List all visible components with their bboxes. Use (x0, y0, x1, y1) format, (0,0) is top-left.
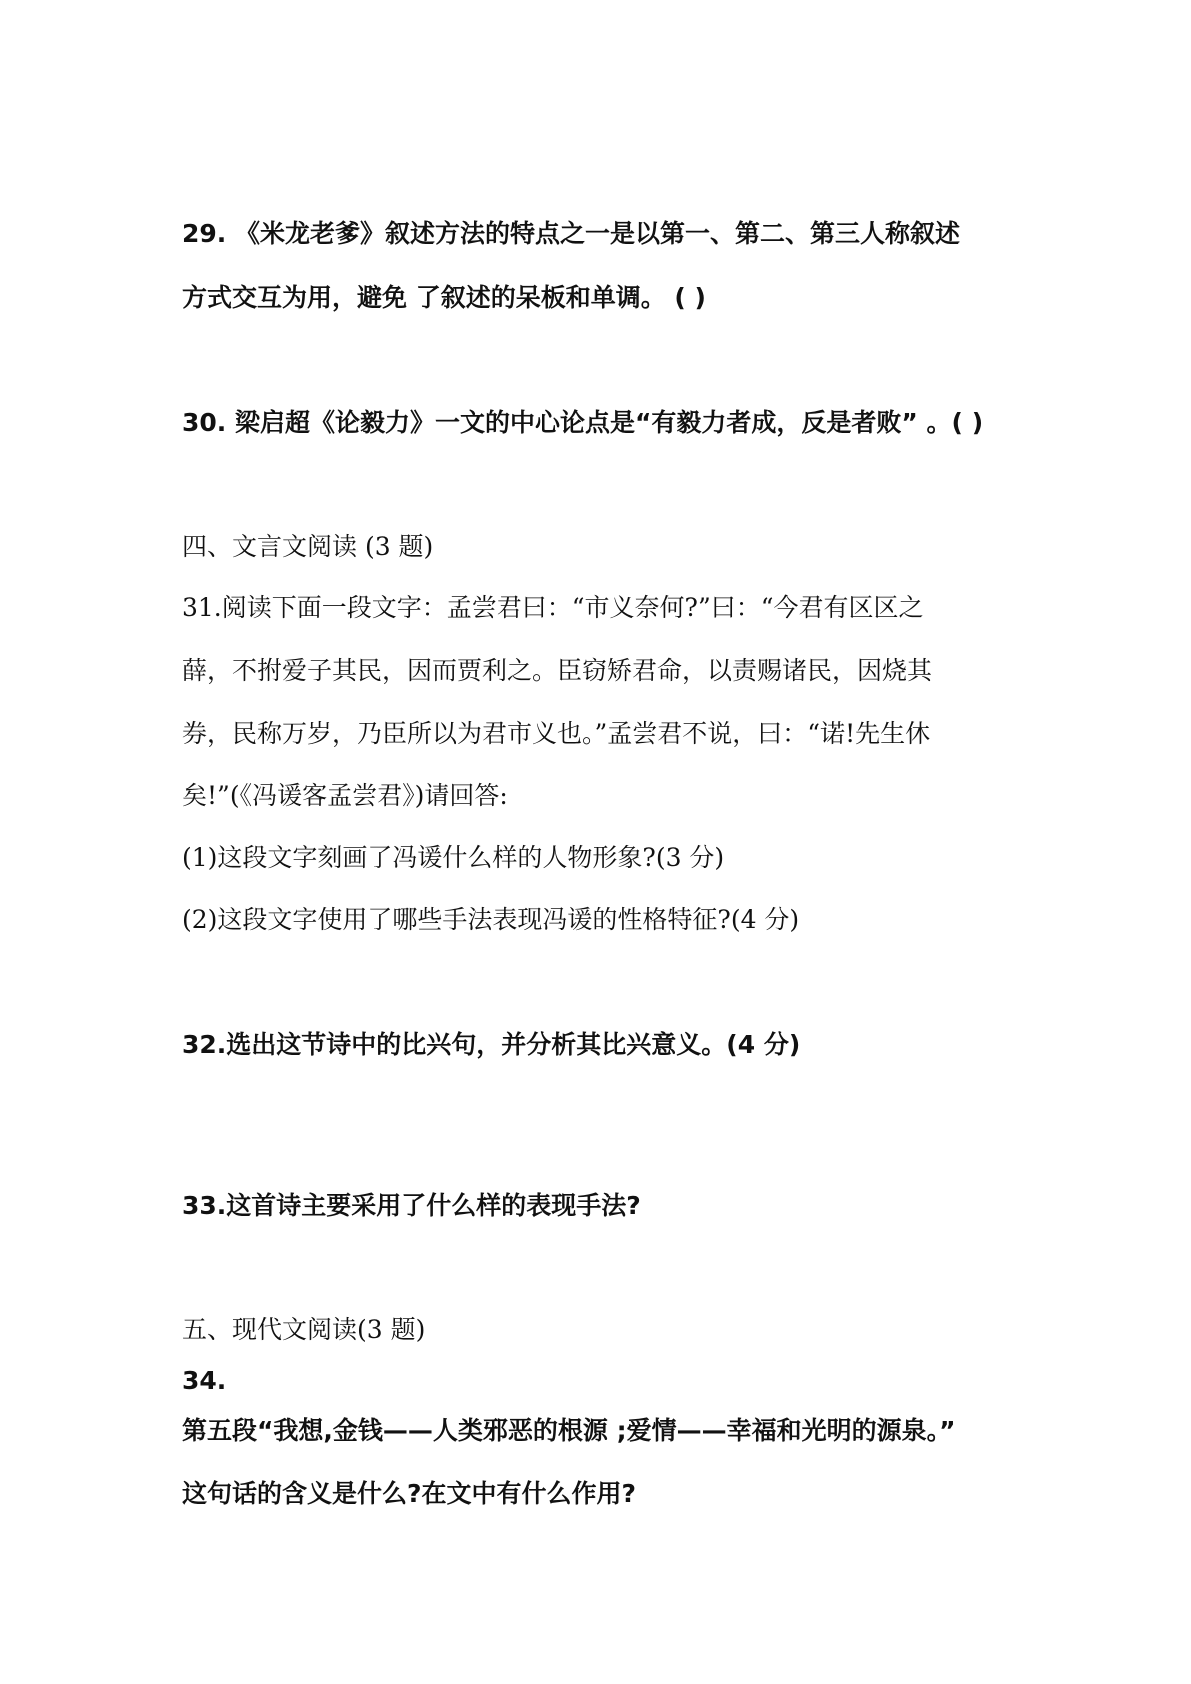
question-31-line-3: 券，民称万岁，乃臣所以为君市义也。”孟尝君不说，曰：“诺!先生休 (182, 719, 931, 748)
question-31-subquestion-2: (2)这段文字使用了哪些手法表现冯谖的性格特征?(4 分) (182, 905, 800, 934)
question-31-line-2: 薛，不拊爱子其民，因而贾利之。臣窃矫君命，以责赐诸民，因烧其 (182, 656, 933, 685)
question-29-line-1: 29. 《米龙老爹》叙述方法的特点之一是以第一、第二、第三人称叙述 (182, 219, 960, 248)
question-34-line-2: 这句话的含义是什么?在文中有什么作用? (182, 1479, 637, 1508)
question-29-line-2: 方式交互为用，避免 了叙述的呆板和单调。 ( ) (182, 283, 706, 312)
question-30: 30. 梁启超《论毅力》一文的中心论点是“有毅力者成，反是者败” 。( ) (182, 408, 984, 437)
question-33: 33.这首诗主要采用了什么样的表现手法? (182, 1191, 641, 1220)
question-31-line-4: 矣!”(《冯谖客孟尝君》)请回答: (182, 781, 508, 810)
question-34-line-1: 第五段“我想,金钱——人类邪恶的根源 ;爱情——幸福和光明的源泉。” (182, 1416, 956, 1445)
question-32: 32.选出这节诗中的比兴句，并分析其比兴意义。(4 分) (182, 1030, 801, 1059)
question-34-number: 34. (182, 1366, 227, 1395)
section-4-heading: 四、文言文阅读 (3 题) (182, 532, 434, 561)
section-5-heading: 五、现代文阅读(3 题) (182, 1315, 426, 1344)
question-31-subquestion-1: (1)这段文字刻画了冯谖什么样的人物形象?(3 分) (182, 843, 725, 872)
question-31-line-1: 31.阅读下面一段文字：孟尝君曰：“市义奈何?”曰：“今君有区区之 (182, 593, 924, 622)
